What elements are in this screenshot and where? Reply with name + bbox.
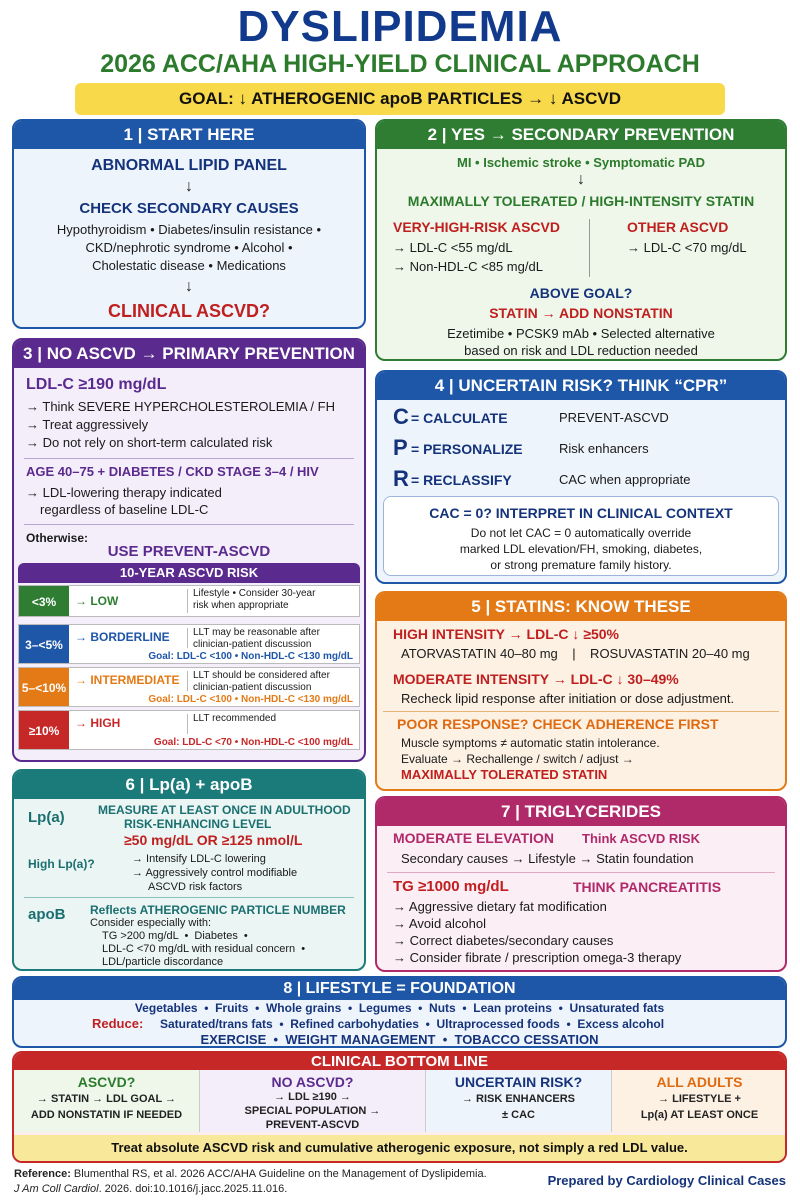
moderate-elevation: MODERATE ELEVATION xyxy=(393,830,554,846)
secondary-causes-3: Cholestatic disease • Medications xyxy=(92,258,286,273)
section-2-header: 2 | YES → SECONDARY PREVENTION xyxy=(377,121,785,149)
personalize-label: = PERSONALIZE xyxy=(411,441,523,457)
divider xyxy=(187,628,188,648)
risk-desc-2: risk when appropriate xyxy=(193,600,289,611)
cac-line-1: Do not let CAC = 0 automatically override xyxy=(470,526,692,540)
risk-goal: Goal: LDL-C <70 • Non-HDL-C <100 mg/dL xyxy=(153,737,353,748)
bottom-all-adults-2: Lp(a) AT LEAST ONCE xyxy=(640,1109,759,1121)
tg-step-1: → Aggressive dietary fat modification xyxy=(393,899,607,914)
section-bottom-line xyxy=(12,1051,787,1163)
moderate-intensity: MODERATE INTENSITY → LDL-C ↓ 30–49% xyxy=(393,671,679,687)
poor-response-title: POOR RESPONSE? CHECK ADHERENCE FIRST xyxy=(397,716,719,732)
risk-label: → INTERMEDIATE xyxy=(75,673,180,687)
risk-goal: Goal: LDL-C <100 • Non-HDL-C <130 mg/dL xyxy=(148,651,353,662)
tg-step-2: → Avoid alcohol xyxy=(393,916,486,931)
poor-response-2: Evaluate → Rechallenge / switch / adjust → xyxy=(401,752,634,766)
high-lpa-3: ASCVD risk factors xyxy=(148,881,243,893)
risk-desc-2: clinician-patient discussion xyxy=(193,682,312,693)
bottom-all-adults-title: ALL ADULTS xyxy=(656,1074,743,1090)
cac-line-3: or strong premature family history. xyxy=(490,558,672,572)
section-secondary-prevention xyxy=(375,119,787,361)
bottom-all-adults xyxy=(612,1070,787,1132)
risk-label: → LOW xyxy=(75,594,119,608)
calculate-desc: PREVENT-ASCVD xyxy=(559,410,669,425)
section-5-header: 5 | STATINS: KNOW THESE xyxy=(377,593,785,621)
bottom-ascvd xyxy=(14,1070,200,1132)
bottom-no-ascvd-2: SPECIAL POPULATION → xyxy=(244,1105,381,1117)
check-secondary-causes: CHECK SECONDARY CAUSES xyxy=(79,200,299,217)
otherwise-label: Otherwise: xyxy=(26,531,89,545)
goal-banner: GOAL: ↓ ATHEROGENIC apoB PARTICLES → ↓ ASCVD xyxy=(75,83,725,115)
regardless-baseline: regardless of baseline LDL-C xyxy=(40,502,209,517)
apob-tg: TG >200 mg/dL • Diabetes • xyxy=(102,930,248,942)
apob-label: apoB xyxy=(28,906,66,923)
risk-desc-1: LLT may be reasonable after xyxy=(193,627,320,638)
section-6-header: 6 | Lp(a) + apoB xyxy=(14,771,364,799)
reclassify-desc: CAC when appropriate xyxy=(559,472,691,487)
reference-journal: J Am Coll Cardiol xyxy=(14,1183,99,1195)
bottom-ascvd-1: → STATIN → LDL GOAL → xyxy=(36,1093,177,1105)
secondary-causes-1: Hypothyroidism • Diabetes/insulin resistance • xyxy=(56,222,322,237)
section-8-header: 8 | LIFESTYLE = FOUNDATION xyxy=(14,978,785,1000)
bottom-uncertain-2: ± CAC xyxy=(502,1109,535,1121)
tg-step-4: → Consider fibrate / prescription omega-3 therapy xyxy=(393,950,682,965)
risk-row xyxy=(18,710,360,750)
risk-goal: Goal: LDL-C <100 • Non-HDL-C <130 mg/dL xyxy=(148,694,353,705)
page-subtitle: 2026 ACC/AHA HIGH-YIELD CLINICAL APPROACH xyxy=(100,50,700,78)
secondary-causes-2: CKD/nephrotic syndrome • Alcohol • xyxy=(85,240,293,255)
arrow-down-icon: ↓ xyxy=(185,178,193,195)
bottom-no-ascvd-3: PREVENT-ASCVD xyxy=(265,1119,360,1131)
high-intensity: HIGH INTENSITY → LDL-C ↓ ≥50% xyxy=(393,626,620,642)
section-cpr xyxy=(375,370,787,584)
divider xyxy=(387,872,775,873)
tg-1000: TG ≥1000 mg/dL xyxy=(393,878,509,895)
lpa-label: Lp(a) xyxy=(28,809,65,826)
healthy-foods: Vegetables • Fruits • Whole grains • Legumes • Nuts • Lean proteins • Unsaturated fats xyxy=(134,1001,665,1015)
fh-line: → Think SEVERE HYPERCHOLESTEROLEMIA / FH xyxy=(26,399,335,414)
section-7-header: 7 | TRIGLYCERIDES xyxy=(377,798,785,826)
apob-discordance: LDL/particle discordance xyxy=(102,956,224,968)
think-pancreatitis: THINK PANCREATITIS xyxy=(573,879,722,895)
divider xyxy=(187,589,188,613)
use-prevent-ascvd: USE PREVENT-ASCVD xyxy=(107,543,271,560)
bottom-no-ascvd-1: → LDL ≥190 → xyxy=(274,1091,351,1103)
risk-chip: 3–<5% xyxy=(19,625,69,663)
risk-desc-1: Lifestyle • Consider 30-year xyxy=(193,588,316,599)
bottom-line-header: CLINICAL BOTTOM LINE xyxy=(14,1053,785,1071)
abnormal-lipid-panel: ABNORMAL LIPID PANEL xyxy=(91,157,287,174)
section-primary-prevention xyxy=(12,338,366,762)
risk-desc-1: LLT recommended xyxy=(193,713,277,724)
risk-row xyxy=(18,624,360,664)
divider xyxy=(24,524,354,525)
secondary-conditions: MI • Ischemic stroke • Symptomatic PAD xyxy=(457,155,705,170)
other-ascvd: OTHER ASCVD xyxy=(627,219,729,235)
section-4-header: 4 | UNCERTAIN RISK? THINK “CPR” xyxy=(377,372,785,400)
divider xyxy=(589,219,590,277)
reference-doi: . 2026. doi:10.1016/j.jacc.2025.11.016. xyxy=(98,1183,288,1195)
high-lpa: High Lp(a)? xyxy=(28,857,95,871)
section-lifestyle xyxy=(12,976,787,1048)
vh-ldl-goal: → LDL-C <55 mg/dL xyxy=(393,240,513,255)
section-start-here xyxy=(12,119,366,329)
high-intensity-statin: MAXIMALLY TOLERATED / HIGH-INTENSITY STATIN xyxy=(407,193,755,209)
moderate-intensity-desc: Recheck lipid response after initiation or dose adjustment. xyxy=(401,691,735,706)
ldl-lowering-indicated: → LDL-lowering therapy indicated xyxy=(26,485,222,500)
nonstatin-basis: based on risk and LDL reduction needed xyxy=(464,343,698,358)
divider xyxy=(24,897,354,898)
calculate-label: = CALCULATE xyxy=(411,410,508,426)
reclassify-label: = RECLASSIFY xyxy=(411,472,512,488)
risk-desc-2: clinician-patient discussion xyxy=(193,639,312,650)
letter-r: R xyxy=(393,466,409,491)
vh-nonhdl-goal: → Non-HDL-C <85 mg/dL xyxy=(393,259,543,274)
tg-step-3: → Correct diabetes/secondary causes xyxy=(393,933,614,948)
cac-line-2: marked LDL elevation/FH, smoking, diabetes, xyxy=(459,542,703,556)
apob-consider: Consider especially with: xyxy=(90,917,212,929)
measure-once: MEASURE AT LEAST ONCE IN ADULTHOOD xyxy=(98,803,351,817)
age-diabetes-line: AGE 40–75 + DIABETES / CKD STAGE 3–4 / HIV xyxy=(26,464,319,479)
letter-c: C xyxy=(393,404,409,429)
reduce-label: Reduce: xyxy=(92,1016,144,1031)
reduce-items: Saturated/trans fats • Refined carbohydaties • Ultraprocessed foods • Excess alcohol xyxy=(160,1017,665,1031)
section-statins xyxy=(375,591,787,791)
bottom-ascvd-title: ASCVD? xyxy=(77,1074,136,1090)
above-goal: ABOVE GOAL? xyxy=(529,285,633,301)
apob-ldl: LDL-C <70 mg/dL with residual concern • xyxy=(102,943,306,955)
max-tolerated-statin: MAXIMALLY TOLERATED STATIN xyxy=(401,767,608,782)
divider xyxy=(187,671,188,691)
risk-row xyxy=(18,585,360,617)
reference-citation: Blumenthal RS, et al. 2026 ACC/AHA Guideline on the Management of Dyslipidemia. xyxy=(73,1168,487,1180)
high-lpa-2: → Aggressively control modifiable xyxy=(132,867,298,879)
poor-response-box xyxy=(383,711,779,785)
reference-label: Reference: xyxy=(14,1168,71,1180)
risk-enhancing-level: RISK-ENHANCING LEVEL xyxy=(124,817,272,831)
divider xyxy=(187,714,188,734)
high-intensity-drugs: ATORVASTATIN 40–80 mg | ROSUVASTATIN 20–40 mg xyxy=(401,646,750,661)
risk-desc-1: LLT should be considered after xyxy=(193,670,330,681)
treat-aggressively: → Treat aggressively xyxy=(26,417,149,432)
apob-reflects: Reflects ATHEROGENIC PARTICLE NUMBER xyxy=(90,903,346,917)
very-high-risk-ascvd: VERY-HIGH-RISK ASCVD xyxy=(393,219,560,235)
exercise-line: EXERCISE • WEIGHT MANAGEMENT • TOBACCO CESSATION xyxy=(200,1032,599,1047)
bottom-uncertain xyxy=(426,1070,612,1132)
think-ascvd-risk: Think ASCVD RISK xyxy=(582,831,700,846)
risk-table-header: 10-YEAR ASCVD RISK xyxy=(18,563,360,583)
poor-response-1: Muscle symptoms ≠ automatic statin intolerance. xyxy=(401,736,660,750)
lpa-threshold: ≥50 mg/dL OR ≥125 nmol/L xyxy=(124,832,303,848)
reference xyxy=(14,1167,487,1197)
bottom-uncertain-title: UNCERTAIN RISK? xyxy=(454,1074,583,1090)
bottom-ascvd-2: ADD NONSTATIN IF NEEDED xyxy=(30,1109,183,1121)
bottom-no-ascvd xyxy=(200,1070,426,1132)
section-lpa-apob xyxy=(12,769,366,971)
bottom-uncertain-1: → RISK ENHANCERS xyxy=(461,1093,576,1105)
cac-zero-title: CAC = 0? INTERPRET IN CLINICAL CONTEXT xyxy=(429,505,733,521)
arrow-down-icon: ↓ xyxy=(185,278,193,295)
nonstatin-options: Ezetimibe • PCSK9 mAb • Selected alternative xyxy=(447,326,715,341)
risk-row xyxy=(18,667,360,707)
clinical-ascvd-question: CLINICAL ASCVD? xyxy=(108,301,270,321)
letter-p: P xyxy=(393,435,408,460)
personalize-desc: Risk enhancers xyxy=(559,441,649,456)
bottom-all-adults-1: → LIFESTYLE + xyxy=(658,1093,741,1105)
divider xyxy=(24,458,354,459)
risk-chip: <3% xyxy=(19,586,69,616)
arrow-down-icon: ↓ xyxy=(577,171,585,188)
section-triglycerides xyxy=(375,796,787,972)
high-lpa-1: → Intensify LDL-C lowering xyxy=(132,853,266,865)
risk-chip: ≥10% xyxy=(19,711,69,749)
section-3-header: 3 | NO ASCVD → PRIMARY PREVENTION xyxy=(14,340,364,368)
page-title: DYSLIPIDEMIA xyxy=(237,2,563,51)
cac-zero-box xyxy=(383,496,779,576)
add-nonstatin: STATIN → ADD NONSTATIN xyxy=(489,305,673,321)
risk-label: → BORDERLINE xyxy=(75,630,170,644)
section-1-header: 1 | START HERE xyxy=(14,121,364,149)
prepared-by: Prepared by Cardiology Clinical Cases xyxy=(547,1173,786,1188)
short-term-risk: → Do not rely on short-term calculated risk xyxy=(26,435,273,450)
risk-chip: 5–<10% xyxy=(19,668,69,706)
ldl-190: LDL-C ≥190 mg/dL xyxy=(26,376,167,393)
risk-label: → HIGH xyxy=(75,716,121,730)
bottom-line-summary: Treat absolute ASCVD risk and cumulative atherogenic exposure, not simply a red LDL value. xyxy=(14,1135,785,1161)
bottom-no-ascvd-title: NO ASCVD? xyxy=(271,1074,354,1090)
other-ldl-goal: → LDL-C <70 mg/dL xyxy=(627,240,747,255)
moderate-elevation-desc: Secondary causes → Lifestyle → Statin foundation xyxy=(401,851,694,866)
